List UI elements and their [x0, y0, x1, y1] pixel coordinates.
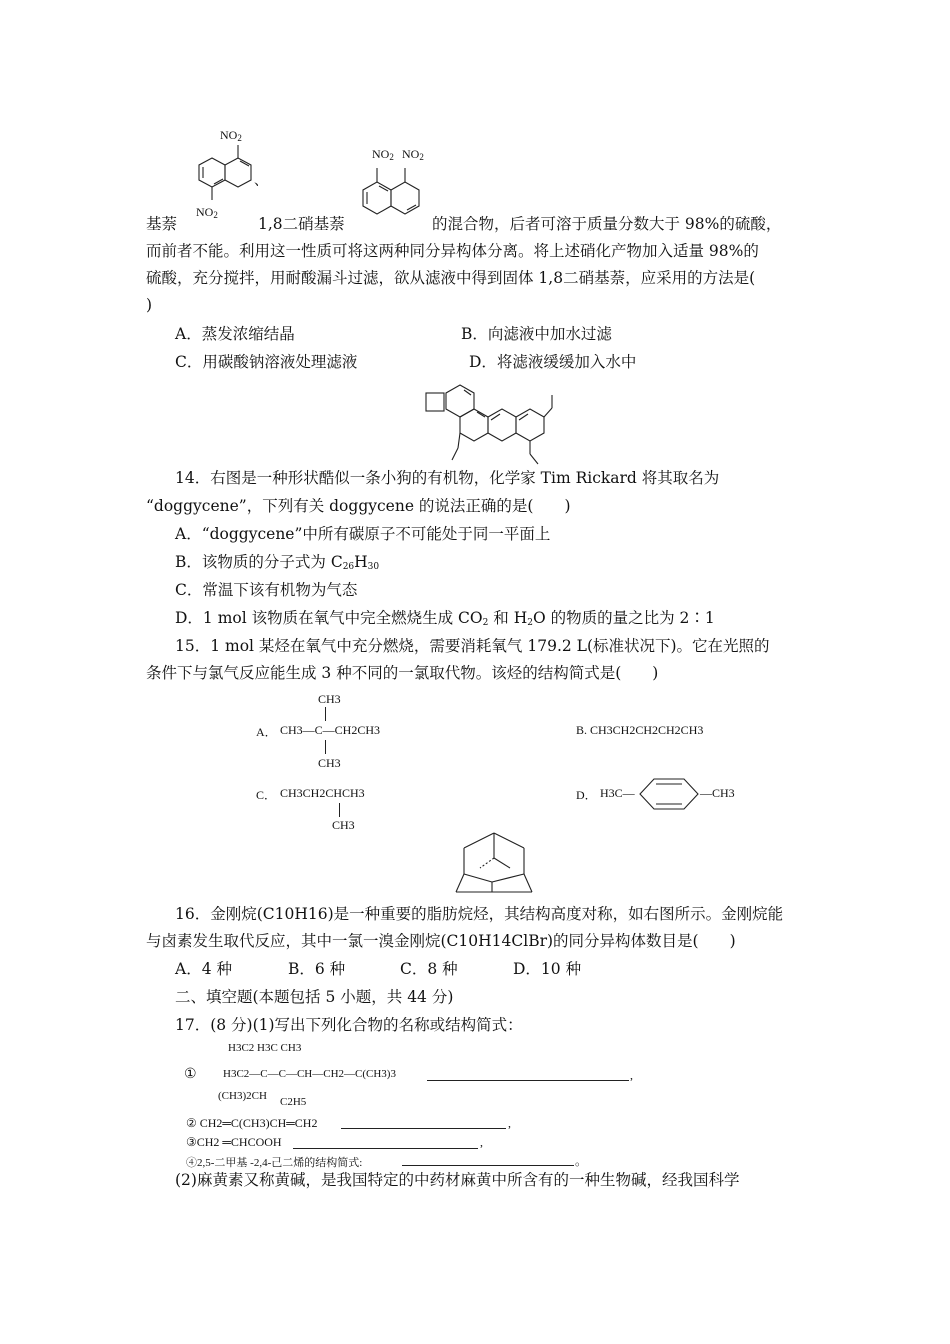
q15-c-bond [339, 803, 340, 817]
q14-option-d: D．1 mol 该物质在氧气中完全燃烧生成 $CO_2$ 和 $H_2O$ 的物质的量之比为 2∶1 [175, 609, 715, 628]
q13-line1-c: 的混合物，后者可溶于质量分数大于 98%的硫酸， [432, 215, 782, 233]
answer-blank-1[interactable] [427, 1080, 629, 1081]
q16-line2: 与卤素发生取代反应，其中一氯一溴金刚烷(C10H14ClBr)的同分异构体数目是( ) [146, 932, 736, 950]
q17-part2: (2)麻黄素又称黄碱，是我国特定的中药材麻黄中所含有的一种生物碱，经我国科学 [175, 1171, 740, 1189]
q15-d-left: H3C— [600, 786, 635, 800]
q17-item2: ② CH2═C(CH3)CH═CH2 [186, 1116, 318, 1130]
q13-option-b: B．向滤液中加水过滤 [461, 325, 612, 343]
q17-item3-end: , [480, 1135, 483, 1149]
q17-item1-top: H3C2 H3C CH3 [228, 1042, 302, 1054]
q13-option-c: C．用碳酸钠溶液处理滤液 [175, 353, 358, 371]
mol2-no2-a: $NO_2$ [372, 147, 394, 162]
q17-item2-end: , [508, 1116, 511, 1130]
q17-item1-sub: (CH3)2CH [218, 1090, 267, 1102]
q13-line1-a: 基萘 [146, 215, 178, 233]
q17-item1-number: ① [184, 1067, 197, 1082]
answer-blank-2[interactable] [341, 1128, 506, 1129]
q16-option-c: C．8 种 [400, 960, 458, 978]
q13-line4: ) [146, 296, 153, 314]
q17-item1-bottom: C2H5 [280, 1096, 307, 1108]
q13-option-a: A．蒸发浓缩结晶 [175, 325, 295, 343]
q15-b: B. CH3CH2CH2CH2CH3 [576, 723, 704, 737]
q16-option-b: B．6 种 [288, 960, 346, 978]
q16-option-d: D．10 种 [513, 960, 582, 978]
q13-line2: 而前者不能。利用这一性质可将这两种同分异构体分离。将上述硝化产物加入适量 98%的 [146, 242, 759, 260]
adamantane-structure [452, 830, 536, 898]
q14-option-c: C．常温下该有机物为气态 [175, 581, 358, 599]
mol1-no2-bottom: $NO_2$ [196, 205, 218, 220]
q15-a-bond-down [325, 740, 326, 754]
q15-d-label: D． [576, 788, 597, 802]
q15-line1: 15．1 mol 某烃在氧气中充分燃烧，需要消耗氧气 179.2 L(标准状况下)。它在光照的 [175, 637, 770, 655]
q15-c-main: CH3CH2CHCH3 [280, 786, 365, 800]
q15-a-label: A． [256, 725, 277, 739]
comma-mark: 、 [254, 173, 268, 189]
q15-a-bottom: CH3 [318, 756, 341, 770]
q15-d-right: —CH3 [700, 786, 735, 800]
answer-blank-4[interactable] [402, 1165, 574, 1166]
q17-item1-main: H3C2—C—C—CH—CH2—C(CH3)3 [223, 1068, 396, 1080]
answer-blank-3[interactable] [293, 1148, 478, 1149]
q17-item1-end: , [630, 1068, 633, 1082]
q14-option-a: A．“doggycene”中所有碳原子不可能处于同一平面上 [175, 525, 551, 543]
section-heading: 二、填空题(本题包括 5 小题，共 44 分) [175, 988, 454, 1006]
q15-a-top: CH3 [318, 692, 341, 706]
q13-line3: 硫酸，充分搅拌，用耐酸漏斗过滤，欲从滤液中得到固体 1,8二硝基萘，应采用的方法是( [146, 269, 756, 287]
q17-item3: ③CH2 ═CHCOOH [186, 1135, 282, 1149]
mol2-no2-b: $NO_2$ [402, 147, 424, 162]
q14-option-b: B．该物质的分子式为 $C_{26}H_{30}$ [175, 553, 380, 572]
benzene-ring-icon [638, 775, 702, 813]
q14-line1: 14．右图是一种形状酷似一条小狗的有机物，化学家 Tim Rickard 将其取名为 [175, 469, 720, 487]
q17-item4: ④2,5-二甲基 -2,4-己二烯的结构简式: [186, 1157, 363, 1169]
q15-c-bottom: CH3 [332, 818, 355, 832]
q15-line2: 条件下与氯气反应能生成 3 种不同的一氯取代物。该烃的结构简式是( ) [146, 664, 659, 682]
q15-c-label: C． [256, 788, 277, 802]
q15-a-main: CH3—C—CH2CH3 [280, 723, 381, 737]
q14-line2: “doggycene”，下列有关 doggycene 的说法正确的是( ) [146, 497, 571, 515]
q16-line1: 16．金刚烷(C10H16)是一种重要的脂肪烷烃，其结构高度对称，如右图所示。金刚烷能 [175, 905, 784, 923]
mol1-no2-top: $NO_2$ [220, 128, 242, 143]
q15-a-bond-up [325, 707, 326, 721]
q16-option-a: A．4 种 [175, 960, 232, 978]
q17-item4-end: 。 [575, 1154, 588, 1168]
q13-line1-b: 1,8二硝基萘 [258, 215, 345, 233]
q13-option-d: D．将滤液缓缓加入水中 [469, 353, 637, 371]
q17-line1: 17．(8 分)(1)写出下列化合物的名称或结构简式： [175, 1016, 523, 1034]
doggycene-structure [420, 378, 580, 466]
